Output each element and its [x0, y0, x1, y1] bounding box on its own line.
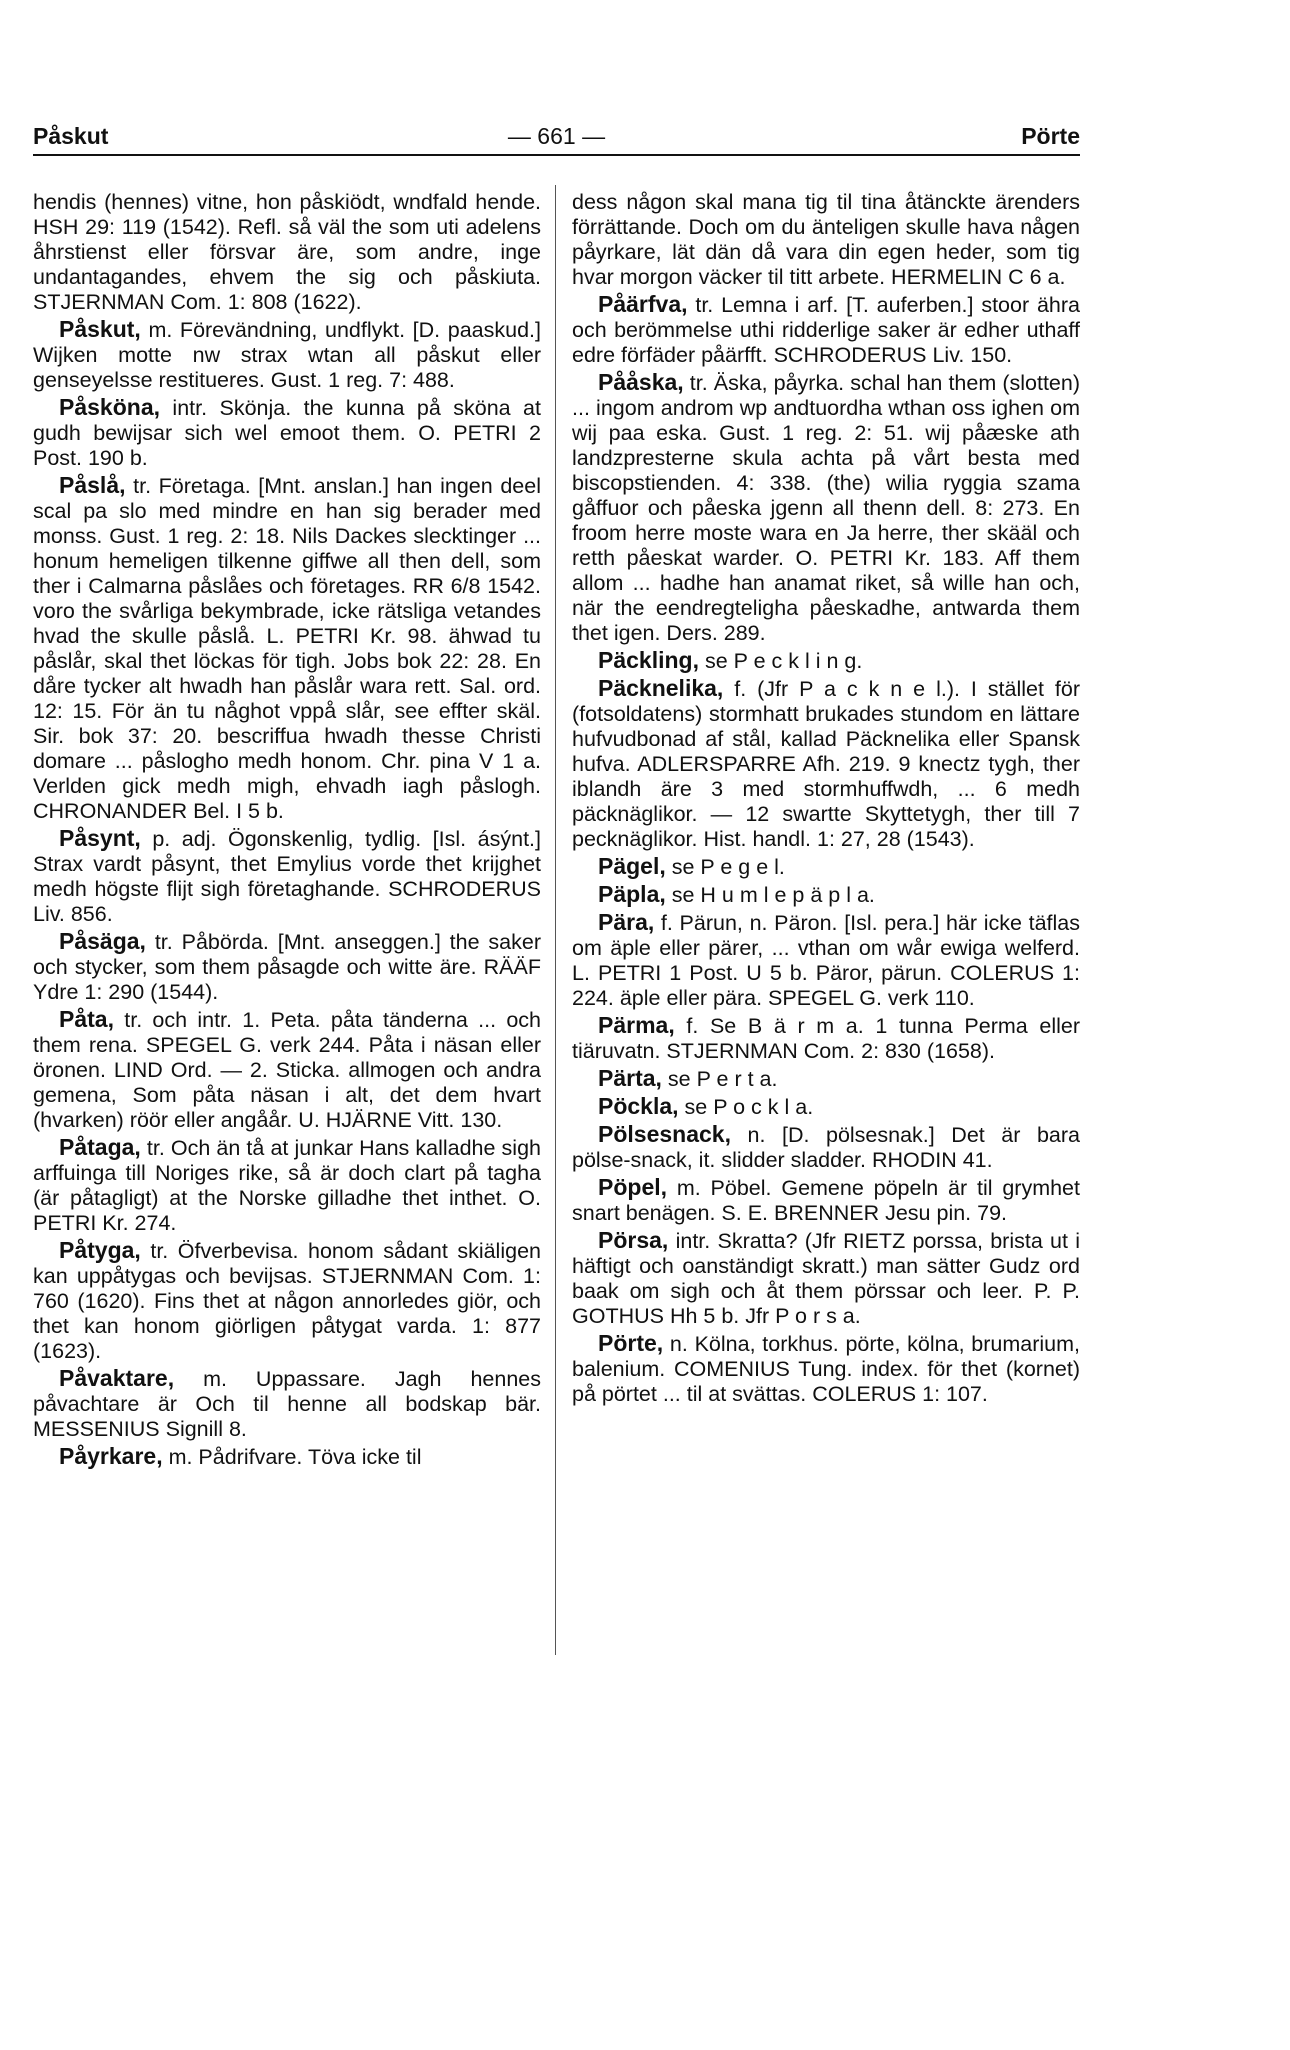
- headword: Pörsa,: [598, 1227, 669, 1253]
- headword: Påyrkare,: [59, 1443, 163, 1469]
- headword: Pägel,: [598, 853, 666, 879]
- dictionary-entry: [572, 1331, 1080, 1407]
- headword: Påvaktare,: [59, 1365, 175, 1391]
- headword: Pärma,: [598, 1012, 675, 1038]
- entry-text: p. adj. Ögonskenlig, tydlig. [Isl. ásýnt.] Strax vardt påsynt, thet Emylius vorde thet krijghet medh högste flijt sigh företaghande. SCHRODERUS Liv. 856.: [33, 827, 541, 926]
- header-right-guideword: Pörte: [1021, 123, 1080, 149]
- entry-text: se P e c k l i n g.: [698, 649, 863, 673]
- dictionary-entry: [572, 1122, 1080, 1173]
- entry-text: f. (Jfr P a c k n e l.). I stället för (fotsoldatens) stormhatt brukades stundom en lättare hufvudbonad af stål, kallad Päcknelika eller Spansk hufva. ADLERSPARRE Afh. 219. 9 knectz tygh, ther iblandh äre 3 med stormhuffwdh, ... 6 medh päcknäglikor. — 12 swartte Skyttetygh, ther till 7 pecknäglikor. Hist. handl. 1: 27, 28 (1543).: [572, 677, 1080, 851]
- headword: Påta,: [59, 1006, 114, 1032]
- dictionary-entry: [572, 292, 1080, 368]
- page-header: [33, 118, 1080, 156]
- dictionary-entry: [572, 910, 1080, 1011]
- dictionary-entry: [572, 370, 1080, 646]
- headword: Påsäga,: [59, 928, 146, 954]
- entry-text: tr. Öfverbevisa. honom sådant skiäligen kan uppåtygas och bevijsas. STJERNMAN Com. 1: 760 (1620). Fins thet at någon annorledes giör, och thet kan honom giörligen påtygat varda. 1: 877 (1623).: [33, 1239, 541, 1363]
- entry-text: tr. Och än tå at junkar Hans kalladhe sigh arffuinga till Noriges rike, så är doch clart på tagha (är påtagligt) at the Norske gilladhe thet inthet. O. PETRI Kr. 274.: [33, 1136, 541, 1235]
- headword: Päcknelika,: [598, 675, 724, 701]
- dictionary-entry: [572, 1175, 1080, 1226]
- dictionary-entry: [572, 648, 1080, 674]
- dictionary-entry: [33, 190, 541, 315]
- entry-text: m. Förevändning, undflykt. [D. paaskud.] Wijken motte nw strax wtan all påskut eller genseyelsse restitueres. Gust. 1 reg. 7: 488.: [33, 318, 541, 392]
- dictionary-entry: [33, 473, 541, 824]
- headword: Påsynt,: [59, 825, 141, 851]
- column-divider: [555, 185, 556, 1655]
- right-column: [572, 190, 1080, 1409]
- headword: Pärta,: [598, 1065, 662, 1091]
- dictionary-entry: [572, 854, 1080, 880]
- dictionary-entry: [572, 882, 1080, 908]
- entry-text: m. Pöbel. Gemene pöpeln är til grymhet snart benägen. S. E. BRENNER Jesu pin. 79.: [572, 1176, 1080, 1225]
- dictionary-entry: [33, 1238, 541, 1364]
- dictionary-entry: [572, 1013, 1080, 1064]
- entry-text: se H u m l e p ä p l a.: [665, 883, 875, 907]
- entry-text: se P o c k l a.: [678, 1095, 814, 1119]
- page-number: — 661 —: [507, 123, 606, 149]
- dictionary-entry: [572, 1228, 1080, 1329]
- header-left-guideword: Påskut: [33, 123, 109, 149]
- left-column: [33, 190, 541, 1472]
- entry-text: tr. Påbörda. [Mnt. anseggen.] the saker och stycker, som them påsagde och witte äre. RÄÄF Ydre 1: 290 (1544).: [33, 930, 541, 1004]
- entry-text: m. Pådrifvare. Töva icke til: [162, 1445, 422, 1469]
- headword: Påtyga,: [59, 1237, 141, 1263]
- entry-text: m. Uppassare. Jagh hennes påvachtare är Och til henne all bodskap bär. MESSENIUS Signill 8.: [33, 1367, 541, 1441]
- entry-text: dess någon skal mana tig til tina åtänckte ärenders förrättande. Doch om du änteligen skulle hava någen påyrkare, lät dän då vara din egen heder, som tig hvar morgon väcker til titt arbete. HERMELIN C 6 a.: [572, 190, 1080, 289]
- headword: Påärfva,: [598, 291, 688, 317]
- headword: Pörte,: [598, 1330, 664, 1356]
- entry-text: intr. Skönja. the kunna på sköna at gudh bewijsar sich wel emoot them. O. PETRI 2 Post. 190 b.: [33, 396, 541, 470]
- entry-text: hendis (hennes) vitne, hon påskiödt, wndfald hende. HSH 29: 119 (1542). Refl. så väl the som uti adelens åhrstienst eller försvar äre, som andre, inge undantagandes, ehvem the sig och påskiuta. STJERNMAN Com. 1: 808 (1622).: [33, 190, 541, 314]
- dictionary-entry: [33, 395, 541, 471]
- entry-text: se P e r t a.: [661, 1067, 778, 1091]
- entry-text: se P e g e l.: [665, 855, 785, 879]
- entry-text: tr. Lemna i arf. [T. auferben.] stoor ähra och berömmelse uthi ridderlige saker är edher uthaff edre förfäder påärfft. SCHRODERUS Liv. 150.: [572, 293, 1080, 367]
- dictionary-entry: [33, 826, 541, 927]
- headword: Påsköna,: [59, 394, 160, 420]
- dictionary-entry: [33, 317, 541, 393]
- headword: Päckling,: [598, 647, 699, 673]
- entry-text: tr. Företaga. [Mnt. anslan.] han ingen deel scal pa slo med mindre en han sig berader med monss. Gust. 1 reg. 2: 18. Nils Dackes slecktinger ... honum hemeligen tilkenne giffwe all then dell, som ther i Calmarna påslåes och företages. RR 6/8 1542. voro the svårliga bekymbrade, icke rätsliga vetandes hvad the skulle påslå. L. PETRI Kr. 98. ähwad tu påslår, skal thet löckas för tigh. Jobs bok 22: 28. En dåre tycker alt hwadh han påslår wara rett. Sal. ord. 12: 15. För än tu någhot vppå slår, see effter skäl. Sir. bok 37: 20. bescriffua hwadh thesse Christi domare ... påslogho medh honom. Chr. pina V 1 a. Verlden gick medh migh, ehvadh iagh påslogh. CHRONANDER Bel. I 5 b.: [33, 474, 541, 823]
- entry-text: f. Se B ä r m a. 1 tunna Perma eller tiäruvatn. STJERNMAN Com. 2: 830 (1658).: [572, 1014, 1080, 1063]
- headword: Pära,: [598, 909, 655, 935]
- entry-text: n. [D. pölsesnak.] Det är bara pölse-snack, it. slidder sladder. RHODIN 41.: [572, 1123, 1080, 1172]
- dictionary-entry: [33, 929, 541, 1005]
- headword: Päpla,: [598, 881, 666, 907]
- dictionary-entry: [572, 1094, 1080, 1120]
- dictionary-entry: [572, 1066, 1080, 1092]
- headword: Pölsesnack,: [598, 1121, 731, 1147]
- headword: Påslå,: [59, 472, 126, 498]
- dictionary-entry: [33, 1007, 541, 1133]
- headword: Pååska,: [598, 369, 684, 395]
- headword: Pöpel,: [598, 1174, 668, 1200]
- entry-text: tr. och intr. 1. Peta. påta tänderna ... och them rena. SPEGEL G. verk 244. Påta i näsan eller öronen. LIND Ord. — 2. Sticka. allmogen och andra gemena, Som påta näsan i alt, det dem hvart (hvarken) röör eller angåår. U. HJÄRNE Vitt. 130.: [33, 1008, 541, 1132]
- dictionary-entry: [572, 190, 1080, 290]
- dictionary-entry: [33, 1366, 541, 1442]
- dictionary-entry: [33, 1135, 541, 1236]
- entry-text: n. Kölna, torkhus. pörte, kölna, brumarium, balenium. COMENIUS Tung. index. för thet (kornet) på pörtet ... til at svättas. COLERUS 1: 107.: [572, 1332, 1080, 1406]
- entry-text: f. Pärun, n. Päron. [Isl. pera.] här icke täflas om äple eller pärer, ... vthan om wår ewiga welferd. L. PETRI 1 Post. U 5 b. Päror, pärun. COLERUS 1: 224. äple eller pära. SPEGEL G. verk 110.: [572, 911, 1080, 1010]
- dictionary-entry: [572, 676, 1080, 852]
- entry-text: intr. Skratta? (Jfr RIETZ porssa, brista ut i häftigt och oanständigt skratt.) man sätter Gudz ord baak om sigh och åt them pörssar och leer. P. P. GOTHUS Hh 5 b. Jfr P o r s a.: [572, 1229, 1080, 1328]
- headword: Påtaga,: [59, 1134, 141, 1160]
- headword: Påskut,: [59, 316, 141, 342]
- entry-text: tr. Äska, påyrka. schal han them (slotten) ... ingom androm wp andtuordha wthan oss ighen om wij paa eska. Gust. 1 reg. 2: 51. wij påæske ath landzpresterne skula achta på vårt besta med biscopstienden. 4: 338. (the) wilia ryggia szama gåffuor och påeska jgenn all thenn dell. 8: 273. En froom herre moste wara en Ja herre, ther skääl och retth påeskat warder. O. PETRI Kr. 183. Aff them allom ... hadhe han anamat riket, så wille han och, när the eendregteligha påeskadhe, antwarda them thet igen. Ders. 289.: [572, 371, 1080, 645]
- headword: Pöckla,: [598, 1093, 679, 1119]
- dictionary-entry: [33, 1444, 541, 1470]
